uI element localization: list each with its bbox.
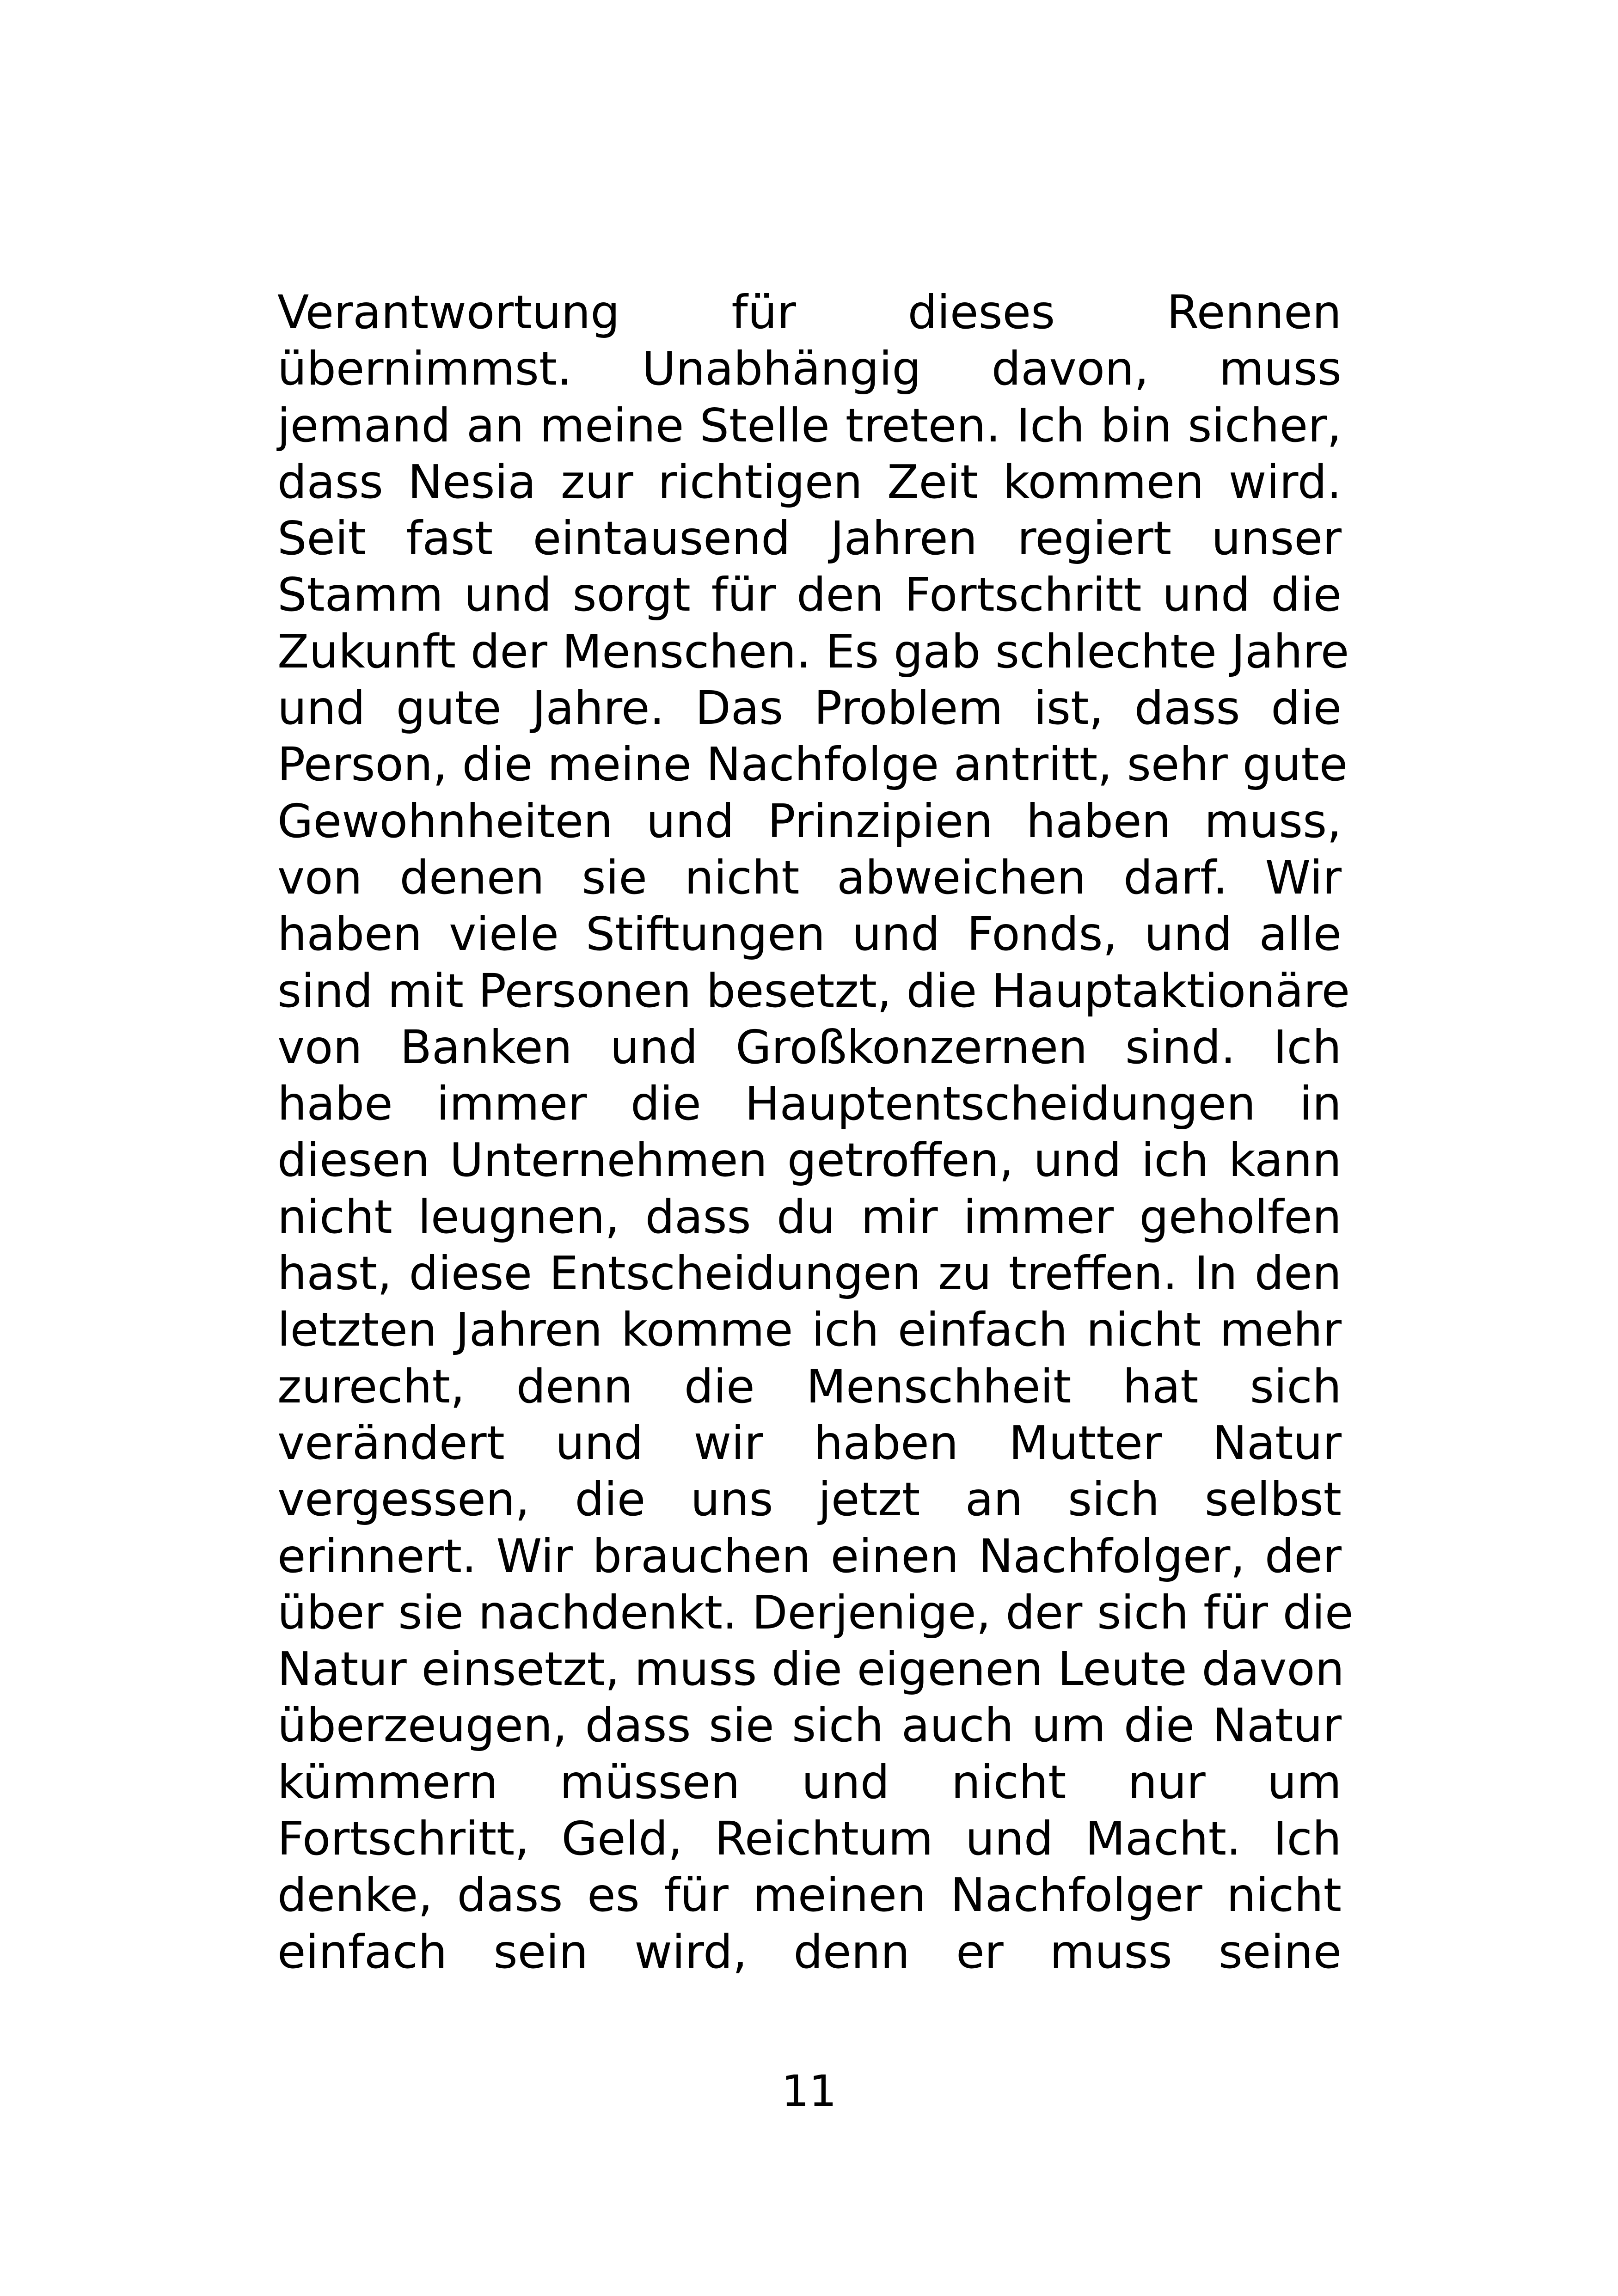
page-number: 11 bbox=[781, 2066, 837, 2117]
text-line: dass Nesia zur richtigen Zeit kommen wird. bbox=[277, 454, 1342, 509]
text-line: Verantwortung für dieses Rennen bbox=[277, 285, 1342, 339]
text-line: haben viele Stiftungen und Fonds, und alle bbox=[277, 907, 1342, 961]
text-line: sind mit Personen besetzt, die Hauptaktionäre bbox=[277, 963, 1350, 1018]
text-line: letzten Jahren komme ich einfach nicht mehr bbox=[277, 1303, 1342, 1357]
text-line: Fortschritt, Geld, Reichtum und Macht. Ich bbox=[277, 1812, 1342, 1866]
text-line: kümmern müssen und nicht nur um bbox=[277, 1755, 1342, 1809]
text-line: Person, die meine Nachfolge antritt, sehr gute bbox=[277, 737, 1348, 792]
text-line: zurecht, denn die Menschheit hat sich bbox=[277, 1359, 1342, 1414]
text-line: verändert und wir haben Mutter Natur bbox=[277, 1415, 1342, 1470]
text-line: von denen sie nicht abweichen darf. Wir bbox=[277, 850, 1342, 905]
text-line: jemand an meine Stelle treten. Ich bin sicher, bbox=[277, 398, 1342, 453]
text-line: Gewohnheiten und Prinzipien haben muss, bbox=[277, 794, 1342, 848]
text-line: Natur einsetzt, muss die eigenen Leute davon bbox=[277, 1642, 1344, 1696]
text-line: übernimmst. Unabhängig davon, muss bbox=[277, 342, 1342, 396]
text-line: erinnert. Wir brauchen einen Nachfolger, der bbox=[277, 1529, 1342, 1583]
text-line: vergessen, die uns jetzt an sich selbst bbox=[277, 1472, 1342, 1527]
text-line: Zukunft der Menschen. Es gab schlechte Jahre bbox=[277, 624, 1349, 679]
text-line: nicht leugnen, dass du mir immer geholfen bbox=[277, 1189, 1342, 1244]
text-line: diesen Unternehmen getroffen, und ich kann bbox=[277, 1133, 1342, 1188]
text-line: über sie nachdenkt. Derjenige, der sich für die bbox=[277, 1585, 1354, 1640]
text-line: hast, diese Entscheidungen zu treffen. In den bbox=[277, 1246, 1342, 1301]
body-text bbox=[277, 284, 1354, 1980]
text-line: denke, dass es für meinen Nachfolger nicht bbox=[277, 1868, 1342, 1923]
text-line: überzeugen, dass sie sich auch um die Natur bbox=[277, 1698, 1342, 1753]
text-line: habe immer die Hauptentscheidungen in bbox=[277, 1077, 1342, 1131]
text-line: Seit fast eintausend Jahren regiert unser bbox=[277, 511, 1342, 566]
text-line: einfach sein wird, denn er muss seine bbox=[277, 1924, 1342, 1979]
text-line: und gute Jahre. Das Problem ist, dass die bbox=[277, 681, 1342, 735]
text-line: von Banken und Großkonzernen sind. Ich bbox=[277, 1020, 1342, 1074]
text-line: Stamm und sorgt für den Fortschritt und die bbox=[277, 568, 1342, 622]
